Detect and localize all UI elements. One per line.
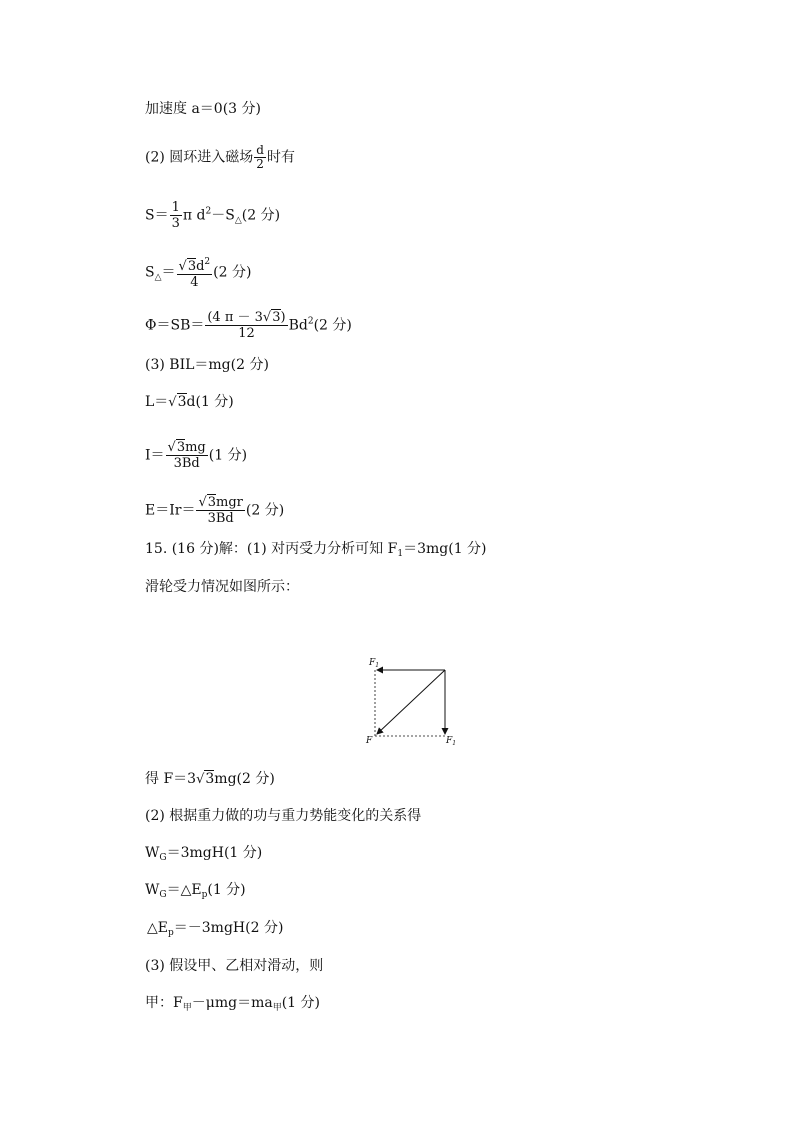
- line-length: L＝√3d(1 分): [145, 394, 234, 410]
- line-flux: Φ＝SB＝ $\frac{(4 \pi - 3√3)}{12}$ Bd$^2$(2 分): [145, 310, 352, 341]
- line-area-triangle: $S_\triangle=$ $\frac{√3d^2}{4}$ (2 分): [145, 257, 252, 290]
- force-diagram: [362, 655, 462, 747]
- label-f: F: [366, 736, 373, 746]
- line-bil: (3) BIL＝mg(2 分): [145, 357, 269, 373]
- resultant-f-arrow: [377, 670, 445, 734]
- label-f1-top: $F_1$: [369, 658, 380, 669]
- line-jia-equation: 甲：$F_甲-\mu mg=ma_甲(1$ 分): [145, 995, 320, 1013]
- line-wg-2: $W_G=\triangle E_p(1$ 分): [145, 882, 246, 900]
- line-ring-enters-field: (2) 圆环进入磁场 $\frac{d}{2}$ 时有: [145, 143, 295, 171]
- line-assume-slide: (3) 假设甲、乙相对滑动，则: [145, 958, 324, 974]
- line-area-s: S＝ $\frac{1}{3}$ π $d^2-S_\triangle(2$ 分): [145, 200, 281, 231]
- label-f1-right: $F_1$: [446, 736, 457, 747]
- line-emf: E＝Ir＝ $\frac{\text{√3mgr}}{3Bd}$ (2 分): [145, 495, 285, 526]
- line-result-f: 得 F＝3√3mg(2 分): [145, 771, 275, 787]
- line-acceleration: 加速度 a＝0(3 分): [145, 101, 261, 117]
- line-problem-15: 15. (16 分)解：(1) 对丙受力分析可知 $F_1=3mg(1$ 分): [145, 541, 487, 559]
- line-pulley-force: 滑轮受力情况如图所示：: [145, 579, 299, 595]
- line-gravity-work: (2) 根据重力做的功与重力势能变化的关系得: [145, 808, 422, 824]
- line-current: I＝ $\frac{√3mg}{3Bd}$ (1 分): [145, 440, 248, 471]
- line-wg-1: $W_G=3mgH(1$ 分): [145, 845, 263, 863]
- line-delta-ep: $\triangle E_p=-3mgH(2$ 分): [147, 920, 284, 938]
